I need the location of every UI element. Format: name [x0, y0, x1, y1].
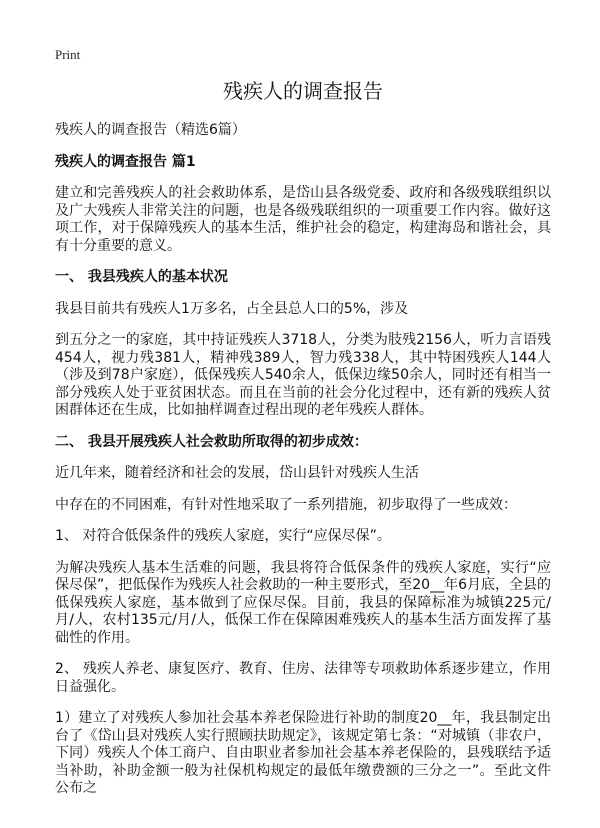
- paragraph: 近几年来，随着经济和社会的发展，岱山县针对残疾人生活: [55, 465, 419, 481]
- document-body: [55, 78, 551, 812]
- subtitle: 残疾人的调查报告（精选6篇）: [55, 122, 246, 138]
- paragraph: 1、 对符合低保条件的残疾人家庭，实行“应保尽保”。: [55, 528, 391, 544]
- document-title: 残疾人的调查报告: [223, 79, 383, 103]
- paragraph: 中存在的不同困难，有针对性地采取了一系列措施，初步取得了一些成效：: [55, 496, 517, 513]
- heading-2: 二、 我县开展残疾人社会救助所取得的初步成效：: [55, 433, 368, 450]
- paragraph: 为解决残疾人基本生活难的问题，我县将符合低保条件的残疾人家庭，实行“应保尽保”，把低保作为残疾人社会救助的一种主要形式，至20__年6月底，全县的低保残疾人家庭，基本做到了应保尽保。目前，我县的保障标准为城镇225元/月/人，农村135元/月/人，低保工作在保障困难残疾人的基本生活方面发挥了基础性的作用。: [55, 559, 551, 646]
- paragraph: 到五分之一的家庭，其中持证残疾人3718人，分类为肢残2156人，听力言语残454人，视力残381人，精神残389人，智力残338人，其中特困残疾人144人（涉及到78户家庭），低保残疾人540余人，低保边缘50余人，同时还有相当一部分残疾人处于亚贫困状态。而且在当前的社会分化过程中，还有新的残疾人贫困群体还在生成，比如抽样调查过程出现的老年残疾人群体。: [55, 332, 551, 418]
- print-link[interactable]: Print: [55, 47, 81, 62]
- paragraph: 我县目前共有残疾人1万多名，占全县总人口的5%，涉及: [55, 300, 409, 317]
- section-title: 残疾人的调查报告 篇1: [55, 153, 196, 170]
- paragraph: 2、 残疾人养老、康复医疗、教育、住房、法律等专项救助体系逐步建立，作用日益强化。: [55, 661, 551, 695]
- paragraph: 建立和完善残疾人的社会救助体系，是岱山县各级党委、政府和各级残联组织以及广大残疾人非常关注的问题，也是各级残联组织的一项重要工作内容。做好这项工作，对于保障残疾人的基本生活，维护社会的稳定，构建海岛和谐社会，具有十分重要的意义。: [55, 185, 551, 254]
- paragraph: 1）建立了对残疾人参加社会基本养老保险进行补助的制度20__年，我县制定出台了《岱山县对残疾人实行照顾扶助规定》，该规定第七条：“对城镇（非农户，下同）残疾人个体工商户、自由职业者参加社会基本养老保险的，县残联结予适当补助，补助金额一般为社保机构规定的最低年缴费额的三分之一”。至此文件公布之: [55, 710, 551, 796]
- heading-1: 一、 我县残疾人的基本状况: [55, 269, 228, 285]
